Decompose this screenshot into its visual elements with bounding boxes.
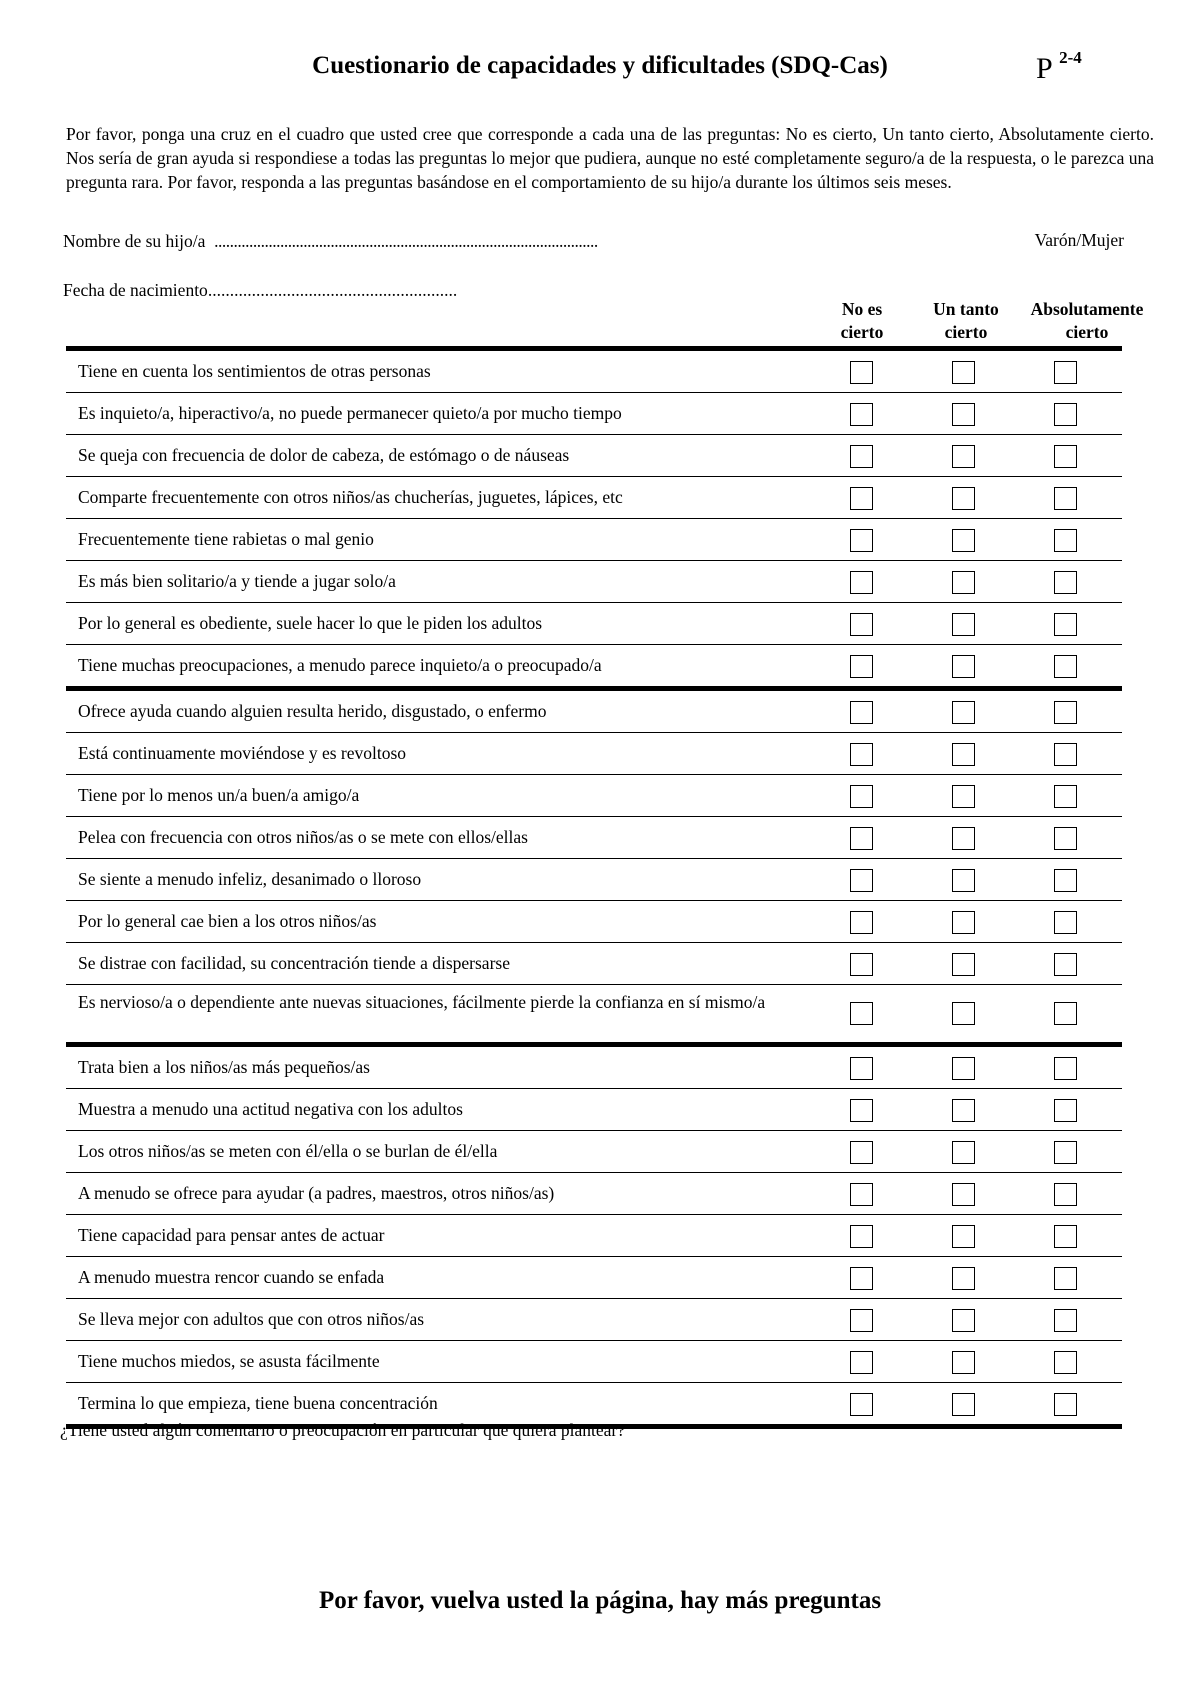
question-text: Tiene muchos miedos, se asusta fácilmente [78,1351,380,1371]
checkbox-no-es-cierto[interactable] [850,613,873,636]
checkbox-absolutamente-cierto[interactable] [1054,1141,1077,1164]
question-row [66,985,1122,1042]
checkbox-absolutamente-cierto[interactable] [1054,1309,1077,1332]
checkbox-no-es-cierto[interactable] [850,1393,873,1416]
checkbox-absolutamente-cierto[interactable] [1054,743,1077,766]
column-header-absolutamente-cierto: Absolutamente cierto [1030,299,1144,342]
checkbox-un-tanto-cierto[interactable] [952,1393,975,1416]
checkbox-absolutamente-cierto[interactable] [1054,701,1077,724]
checkbox-absolutamente-cierto[interactable] [1054,1099,1077,1122]
checkbox-no-es-cierto[interactable] [850,1351,873,1374]
question-text: Es nervioso/a o dependiente ante nuevas situaciones, fácilmente pierde la confianza en sí mismo/a [78,992,766,1012]
question-text: Tiene capacidad para pensar antes de actuar [78,1225,385,1245]
question-row [66,1089,1122,1131]
column-header-un-tanto-cierto: Un tanto cierto [933,299,999,342]
checkbox-un-tanto-cierto[interactable] [952,911,975,934]
checkbox-un-tanto-cierto[interactable] [952,1141,975,1164]
question-row [66,561,1122,603]
question-text: Termina lo que empieza, tiene buena concentración [78,1393,438,1413]
checkbox-un-tanto-cierto[interactable] [952,953,975,976]
question-row [66,351,1122,393]
child-name-dots: ................................................................................................... [214,231,598,251]
question-row [66,733,1122,775]
checkbox-un-tanto-cierto[interactable] [952,1267,975,1290]
question-row [66,1341,1122,1383]
question-row [66,901,1122,943]
question-text: Pelea con frecuencia con otros niños/as o se mete con ellos/ellas [78,827,528,847]
question-text: Está continuamente moviéndose y es revoltoso [78,743,407,763]
question-text: Es inquieto/a, hiperactivo/a, no puede permanecer quieto/a por mucho tiempo [78,403,622,423]
checkbox-absolutamente-cierto[interactable] [1054,1002,1077,1025]
checkbox-no-es-cierto[interactable] [850,655,873,678]
checkbox-no-es-cierto[interactable] [850,743,873,766]
question-row [66,1047,1122,1089]
checkbox-un-tanto-cierto[interactable] [952,743,975,766]
checkbox-no-es-cierto[interactable] [850,1099,873,1122]
question-row [66,603,1122,645]
question-text: A menudo muestra rencor cuando se enfada [78,1267,385,1287]
checkbox-absolutamente-cierto[interactable] [1054,1225,1077,1248]
checkbox-absolutamente-cierto[interactable] [1054,1267,1077,1290]
question-row [66,477,1122,519]
question-row [66,1131,1122,1173]
question-row [66,1215,1122,1257]
question-text: Se queja con frecuencia de dolor de cabeza, de estómago o de náuseas [78,445,570,465]
question-text: Se siente a menudo infeliz, desanimado o lloroso [78,869,422,889]
child-name-label: Nombre de su hijo/a [63,231,206,251]
question-text: Tiene en cuenta los sentimientos de otras personas [78,361,431,381]
question-text: Por lo general es obediente, suele hacer lo que le piden los adultos [78,613,543,633]
checkbox-un-tanto-cierto[interactable] [952,1057,975,1080]
checkbox-absolutamente-cierto[interactable] [1054,529,1077,552]
checkbox-absolutamente-cierto[interactable] [1054,953,1077,976]
checkbox-absolutamente-cierto[interactable] [1054,445,1077,468]
question-text: Por lo general cae bien a los otros niños/as [78,911,377,931]
checkbox-un-tanto-cierto[interactable] [952,1351,975,1374]
gender-field[interactable]: Varón/Mujer [1034,230,1124,250]
birth-date-field[interactable] [63,280,457,301]
column-header-no-es-cierto: No es cierto [840,299,884,342]
checkbox-no-es-cierto[interactable] [850,701,873,724]
instructions: Por favor, ponga una cruz en el cuadro que usted cree que corresponde a cada una de las preguntas: No es cierto, Un tanto cierto, Absolutamente cierto. Nos sería de gran ayuda si respondiese a todas las preguntas lo mejor que pudiera, aunque no esté completamente seguro/a de la respuesta, o le parezca una pregunta rara. Por favor, responda a las preguntas basándose en el comportamiento de su hijo/a durante los últimos seis meses. [66,124,1154,192]
question-row [66,519,1122,561]
birth-date-dots: ......................................................... [207,280,458,300]
checkbox-absolutamente-cierto[interactable] [1054,361,1077,384]
question-row [66,817,1122,859]
checkbox-un-tanto-cierto[interactable] [952,403,975,426]
checkbox-un-tanto-cierto[interactable] [952,1002,975,1025]
child-name-field[interactable] [63,231,598,252]
checkbox-absolutamente-cierto[interactable] [1054,869,1077,892]
question-text: Ofrece ayuda cuando alguien resulta herido, disgustado, o enfermo [78,701,547,721]
question-text: Los otros niños/as se meten con él/ella o se burlan de él/ella [78,1141,498,1161]
question-row [66,859,1122,901]
checkbox-no-es-cierto[interactable] [850,1002,873,1025]
question-text: A menudo se ofrece para ayudar (a padres, maestros, otros niños/as) [78,1183,555,1203]
checkbox-absolutamente-cierto[interactable] [1054,613,1077,636]
checkbox-absolutamente-cierto[interactable] [1054,911,1077,934]
checkbox-no-es-cierto[interactable] [850,827,873,850]
checkbox-absolutamente-cierto[interactable] [1054,1351,1077,1374]
question-row [66,691,1122,733]
checkbox-no-es-cierto[interactable] [850,869,873,892]
comment-prompt: ¿Tiene usted algún comentario o preocupación en particular que quiera plantear? [60,1420,625,1440]
question-text: Tiene por lo menos un/a buen/a amigo/a [78,785,360,805]
question-text: Se lleva mejor con adultos que con otros niños/as [78,1309,425,1329]
question-row [66,1257,1122,1299]
checkbox-no-es-cierto[interactable] [850,953,873,976]
checkbox-no-es-cierto[interactable] [850,445,873,468]
checkbox-un-tanto-cierto[interactable] [952,1099,975,1122]
checkbox-un-tanto-cierto[interactable] [952,445,975,468]
question-row [66,775,1122,817]
questions-table [66,346,1122,1429]
page-title: Cuestionario de capacidades y dificultades (SDQ-Cas) [312,52,888,79]
checkbox-no-es-cierto[interactable] [850,785,873,808]
checkbox-absolutamente-cierto[interactable] [1054,785,1077,808]
checkbox-absolutamente-cierto[interactable] [1054,571,1077,594]
checkbox-no-es-cierto[interactable] [850,1309,873,1332]
checkbox-un-tanto-cierto[interactable] [952,701,975,724]
checkbox-no-es-cierto[interactable] [850,911,873,934]
checkbox-no-es-cierto[interactable] [850,571,873,594]
footer-note: Por favor, vuelva usted la página, hay más preguntas [318,1587,882,1614]
checkbox-un-tanto-cierto[interactable] [952,1309,975,1332]
checkbox-no-es-cierto[interactable] [850,361,873,384]
checkbox-no-es-cierto[interactable] [850,1057,873,1080]
checkbox-un-tanto-cierto[interactable] [952,361,975,384]
checkbox-un-tanto-cierto[interactable] [952,613,975,636]
birth-date-label: Fecha de nacimiento [63,280,208,300]
question-text: Trata bien a los niños/as más pequeños/as [78,1057,370,1077]
checkbox-un-tanto-cierto[interactable] [952,827,975,850]
form-code [1036,48,1082,86]
checkbox-un-tanto-cierto[interactable] [952,487,975,510]
question-row [66,645,1122,686]
checkbox-un-tanto-cierto[interactable] [952,571,975,594]
checkbox-no-es-cierto[interactable] [850,1267,873,1290]
question-text: Muestra a menudo una actitud negativa con los adultos [78,1099,463,1119]
checkbox-absolutamente-cierto[interactable] [1054,827,1077,850]
checkbox-no-es-cierto[interactable] [850,1141,873,1164]
question-row [66,435,1122,477]
checkbox-no-es-cierto[interactable] [850,1225,873,1248]
form-code-letter: P [1036,52,1052,85]
question-row [66,1299,1122,1341]
checkbox-no-es-cierto[interactable] [850,487,873,510]
checkbox-un-tanto-cierto[interactable] [952,1183,975,1206]
checkbox-no-es-cierto[interactable] [850,529,873,552]
question-text: Comparte frecuentemente con otros niños/as chucherías, juguetes, lápices, etc [78,487,623,507]
question-row [66,1383,1122,1424]
checkbox-absolutamente-cierto[interactable] [1054,403,1077,426]
question-row [66,1173,1122,1215]
question-row [66,393,1122,435]
checkbox-un-tanto-cierto[interactable] [952,529,975,552]
checkbox-absolutamente-cierto[interactable] [1054,487,1077,510]
checkbox-absolutamente-cierto[interactable] [1054,1393,1077,1416]
checkbox-absolutamente-cierto[interactable] [1054,655,1077,678]
checkbox-un-tanto-cierto[interactable] [952,1225,975,1248]
question-text: Tiene muchas preocupaciones, a menudo parece inquieto/a o preocupado/a [78,655,602,675]
form-age-range: 2-4 [1059,48,1082,67]
checkbox-no-es-cierto[interactable] [850,403,873,426]
question-text: Es más bien solitario/a y tiende a jugar solo/a [78,571,396,591]
question-text: Se distrae con facilidad, su concentración tiende a dispersarse [78,953,510,973]
question-text: Frecuentemente tiene rabietas o mal genio [78,529,374,549]
checkbox-un-tanto-cierto[interactable] [952,869,975,892]
checkbox-no-es-cierto[interactable] [850,1183,873,1206]
checkbox-absolutamente-cierto[interactable] [1054,1057,1077,1080]
question-row [66,943,1122,985]
checkbox-absolutamente-cierto[interactable] [1054,1183,1077,1206]
checkbox-un-tanto-cierto[interactable] [952,655,975,678]
checkbox-un-tanto-cierto[interactable] [952,785,975,808]
